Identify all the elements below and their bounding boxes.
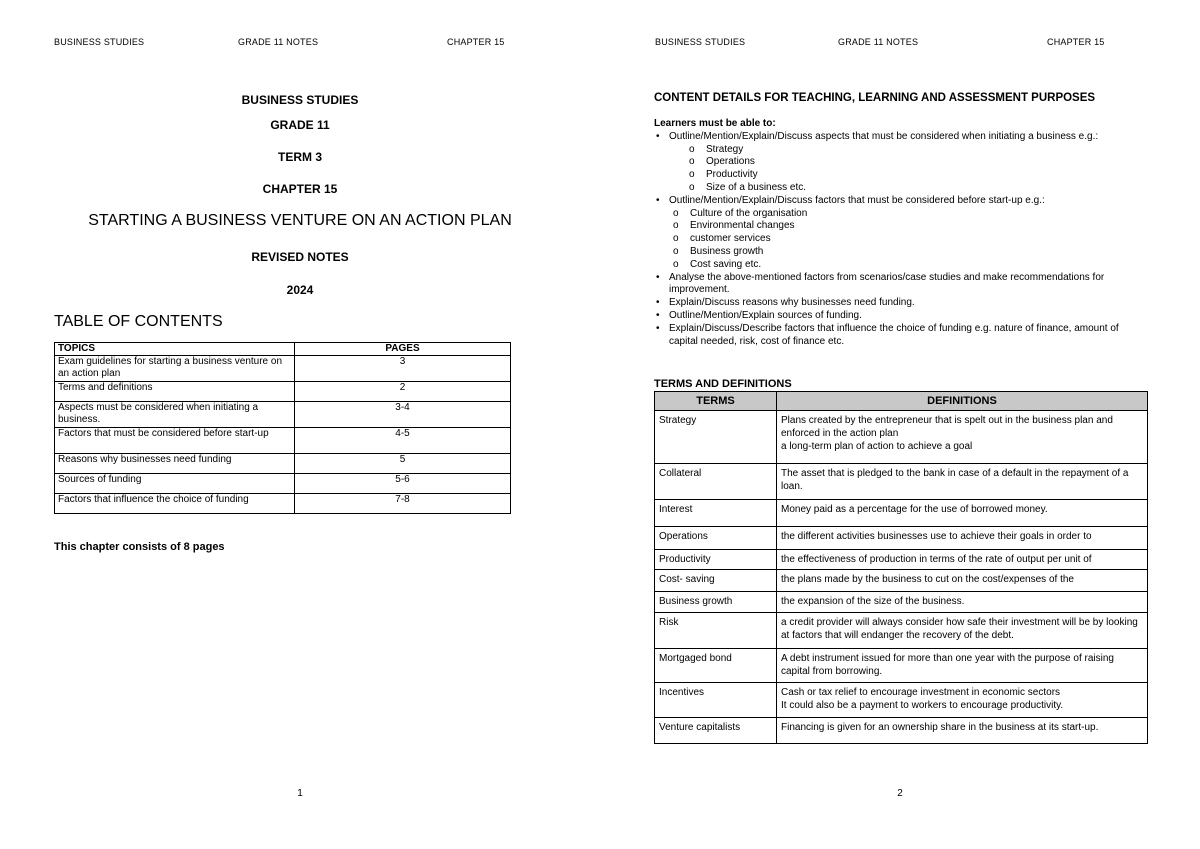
- chapter-length-note: This chapter consists of 8 pages: [54, 541, 225, 553]
- sub-item: o Business growth: [654, 246, 1144, 259]
- definition: [777, 550, 1148, 570]
- sub-item: o Productivity: [654, 169, 1144, 182]
- definition: the expansion of the size of the business.: [777, 592, 1148, 613]
- definition: [777, 411, 1148, 464]
- definition: Financing is given for an ownership share in the business at its start-up.: [777, 718, 1148, 744]
- toc-row: [55, 454, 511, 474]
- header-left: BUSINESS STUDIES: [655, 37, 746, 47]
- definition: [777, 570, 1148, 592]
- bullet-item: • Explain/Discuss/Describe factors that influence the choice of funding e.g. nature of finance, amount of capital needed, risk, cost of finance etc.: [654, 323, 1144, 349]
- sub-item: o Size of a business etc.: [654, 182, 1144, 195]
- term-row: [655, 649, 1148, 683]
- terms-table: [654, 391, 1148, 744]
- title-subject: BUSINESS STUDIES: [241, 93, 359, 107]
- toc-topic: Factors that must be considered before start-up: [55, 428, 295, 454]
- definition: Money paid as a percentage for the use of borrowed money.: [777, 500, 1148, 527]
- term: Operations: [655, 527, 777, 550]
- toc-row: [55, 474, 511, 494]
- term: Risk: [655, 613, 777, 649]
- toc-pages: 2: [295, 382, 511, 402]
- term: Cost- saving: [655, 570, 777, 592]
- toc-topic: Exam guidelines for starting a business venture on an action plan: [55, 356, 295, 382]
- bullet-item: • Outline/Mention/Explain/Discuss aspects that must be considered when initiating a business e.g.:: [654, 131, 1144, 144]
- term: Interest: [655, 500, 777, 527]
- term-row: [655, 464, 1148, 500]
- toc-heading: TABLE OF CONTENTS: [54, 313, 223, 330]
- header-right: CHAPTER 15: [1047, 37, 1105, 47]
- term: Mortgaged bond: [655, 649, 777, 683]
- toc-header-topics: TOPICS: [55, 343, 295, 356]
- learning-outcomes: [654, 118, 1144, 348]
- toc-header-pages: PAGES: [295, 343, 511, 356]
- content-details-title: CONTENT DETAILS FOR TEACHING, LEARNING AND ASSESSMENT PURPOSES: [654, 92, 1096, 104]
- definition: [777, 527, 1148, 550]
- toc-topic: Sources of funding: [55, 474, 295, 494]
- term-row: [655, 411, 1148, 464]
- toc-row: [55, 356, 511, 382]
- bullet-item: • Outline/Mention/Explain/Discuss factors that must be considered before start-up e.g.:: [654, 195, 1144, 208]
- term-row: [655, 500, 1148, 527]
- terms-header-row: [655, 392, 1148, 411]
- term-row: [655, 592, 1148, 613]
- toc-table: [54, 342, 511, 514]
- definition: The asset that is pledged to the bank in case of a default in the repayment of a loan.: [777, 464, 1148, 500]
- definition-text: the plans made by the business to cut on the cost/expenses of the: [781, 574, 1074, 585]
- terms-header-term: TERMS: [655, 392, 777, 411]
- terms-title: TERMS AND DEFINITIONS: [654, 378, 792, 390]
- toc-row: [55, 382, 511, 402]
- term-row: [655, 570, 1148, 592]
- page-2: [600, 0, 1200, 849]
- definition: [777, 683, 1148, 718]
- header-middle: GRADE 11 NOTES: [238, 37, 319, 47]
- header-left: BUSINESS STUDIES: [54, 37, 145, 47]
- term-row: [655, 718, 1148, 744]
- toc-pages: 5-6: [295, 474, 511, 494]
- toc-pages: 5: [295, 454, 511, 474]
- main-title: STARTING A BUSINESS VENTURE ON AN ACTION PLAN: [88, 212, 512, 229]
- title-term: TERM 3: [277, 150, 322, 164]
- toc-pages: 3: [295, 356, 511, 382]
- term: Incentives: [655, 683, 777, 718]
- sub-item: o customer services: [654, 233, 1144, 246]
- toc-topic: Terms and definitions: [55, 382, 295, 402]
- terms-header-definition: DEFINITIONS: [777, 392, 1148, 411]
- outcomes-lead: Learners must be able to:: [654, 118, 776, 129]
- bullet-item: • Analyse the above-mentioned factors from scenarios/case studies and make recommendations for improvement.: [654, 272, 1144, 298]
- term: Strategy: [655, 411, 777, 464]
- bullet-item: • Explain/Discuss reasons why businesses need funding.: [654, 297, 1144, 310]
- term-row: [655, 527, 1148, 550]
- sub-item: o Culture of the organisation: [654, 208, 1144, 221]
- term: Venture capitalists: [655, 718, 777, 744]
- toc-topic: Factors that influence the choice of funding: [55, 494, 295, 514]
- term-row: [655, 613, 1148, 649]
- sub-item: o Operations: [654, 156, 1144, 169]
- definition-text: the different activities businesses use to achieve their goals in order to: [781, 531, 1092, 542]
- definition-line: a long-term plan of action to achieve a goal: [781, 441, 973, 452]
- revised-notes: REVISED NOTES: [251, 250, 349, 264]
- toc-topic: Reasons why businesses need funding: [55, 454, 295, 474]
- bullet-item: • Outline/Mention/Explain sources of funding.: [654, 310, 1144, 323]
- title-chapter: CHAPTER 15: [262, 182, 338, 196]
- definition-line: It could also be a payment to workers to encourage productivity.: [781, 700, 1064, 711]
- toc-row: [55, 494, 511, 514]
- header-middle: GRADE 11 NOTES: [838, 37, 919, 47]
- term: Business growth: [655, 592, 777, 613]
- sub-item: o Environmental changes: [654, 220, 1144, 233]
- term-row: [655, 683, 1148, 718]
- toc-header-row: [55, 343, 511, 356]
- toc-pages: 7-8: [295, 494, 511, 514]
- definition-line: Cash or tax relief to encourage investment in economic sectors: [781, 687, 1061, 698]
- toc-pages: 4-5: [295, 428, 511, 454]
- definition: a credit provider will always consider how safe their investment will be by looking at factors that will endanger the recovery of the debt.: [777, 613, 1148, 649]
- term: Collateral: [655, 464, 777, 500]
- page-number: 2: [897, 788, 903, 799]
- term: Productivity: [655, 550, 777, 570]
- toc-row: [55, 428, 511, 454]
- definition: A debt instrument issued for more than one year with the purpose of raising capital from borrowing.: [777, 649, 1148, 683]
- toc-topic: Aspects must be considered when initiating a business.: [55, 402, 295, 428]
- toc-pages: 3-4: [295, 402, 511, 428]
- definition-text: the effectiveness of production in terms of the rate of output per unit of: [781, 554, 1092, 565]
- sub-item: o Strategy: [654, 144, 1144, 157]
- year: 2024: [286, 283, 314, 297]
- page-number: 1: [297, 788, 303, 799]
- title-grade: GRADE 11: [270, 118, 330, 132]
- sub-item: o Cost saving etc.: [654, 259, 1144, 272]
- toc-row: [55, 402, 511, 428]
- term-row: [655, 550, 1148, 570]
- header-right: CHAPTER 15: [447, 37, 505, 47]
- definition-line: Plans created by the entrepreneur that is spelt out in the business plan and enforced in the action plan: [781, 415, 1113, 439]
